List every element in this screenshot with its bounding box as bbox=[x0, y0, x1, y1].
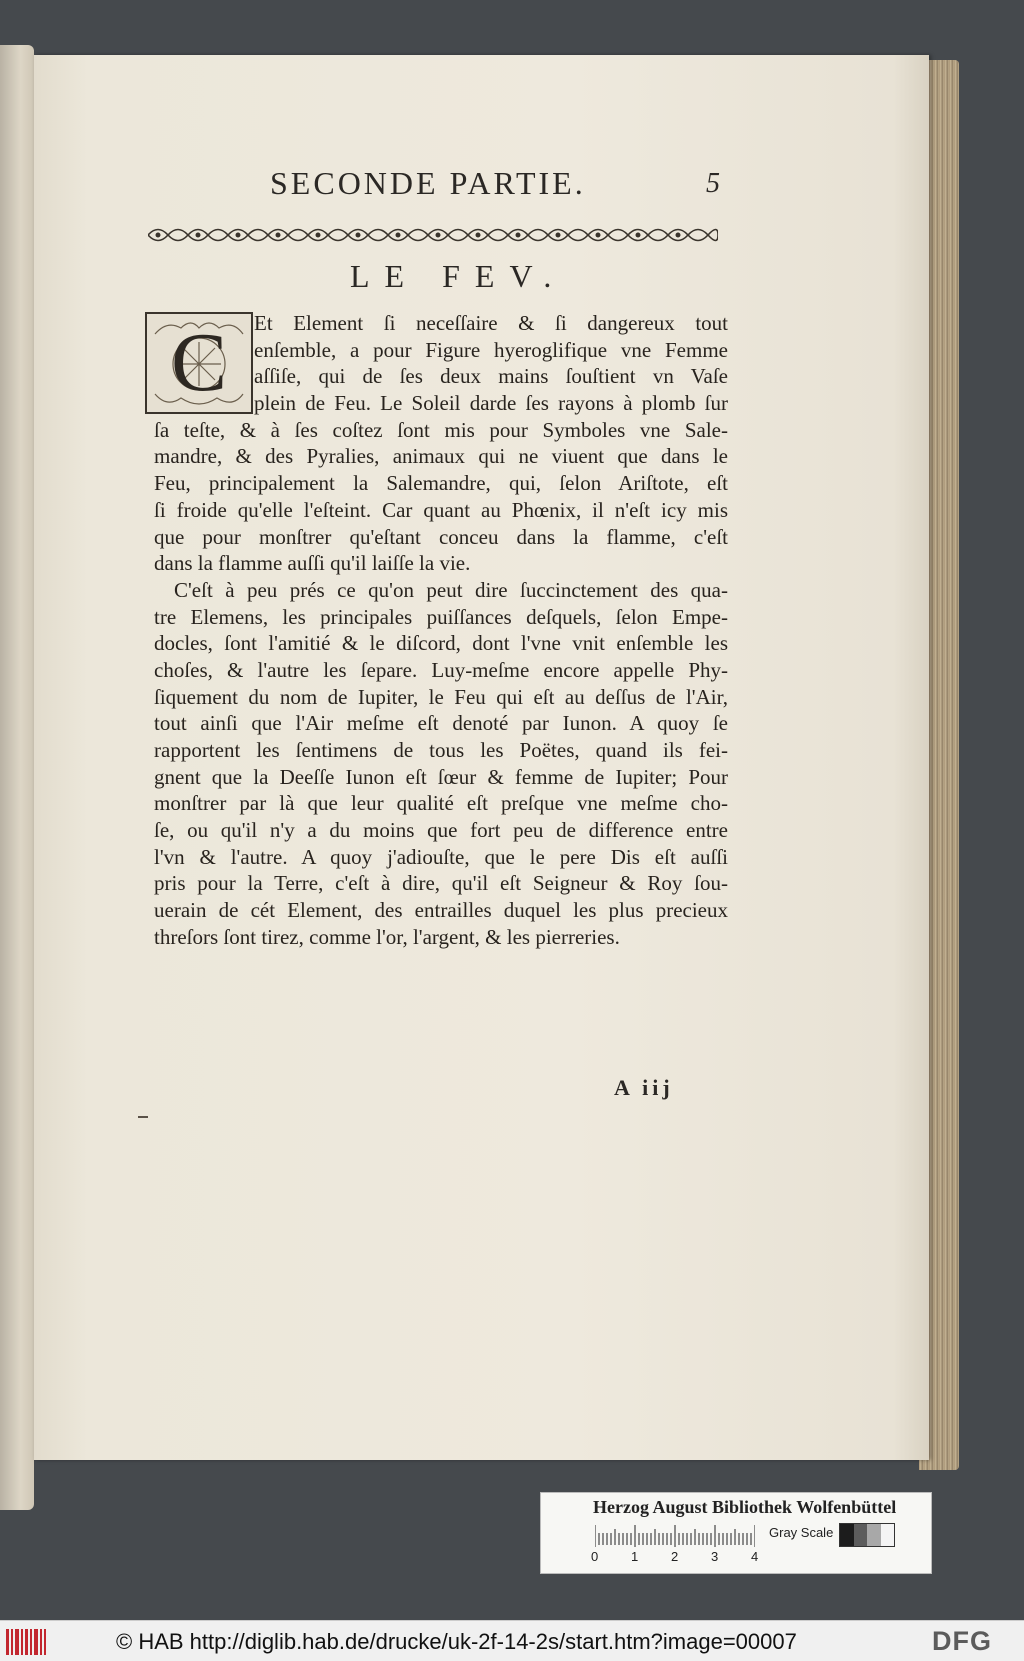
ruler-number: 1 bbox=[631, 1549, 639, 1564]
text-line: docles, ſont l'amitié & le diſcord, dont l'vne vnit enſemble les bbox=[154, 631, 728, 656]
text-line: tout ainſi que l'Air meſme eſt denoté par Iunon. A quoy ſe bbox=[154, 711, 728, 736]
dfg-logo: DFG bbox=[932, 1626, 992, 1656]
color-scale-card bbox=[540, 1492, 932, 1574]
text-line: enſemble, a pour Figure hyeroglifique vne Femme bbox=[254, 337, 728, 362]
text-line: pris pour la Terre, c'eſt à dire, qu'il eſt Seigneur & Roy ſou- bbox=[154, 871, 728, 896]
text-line: mandre, & des Pyralies, animaux qui ne viuent que dans le bbox=[154, 444, 728, 469]
text-line: ſa teſte, & à ſes coſtez ſont mis pour Symboles vne Sale- bbox=[154, 417, 728, 442]
body-text bbox=[154, 310, 728, 951]
text-line: rapportent les ſentimens de tous les Poëtes, quand ils fei- bbox=[154, 738, 728, 762]
section-title: LE FEV. bbox=[350, 258, 567, 294]
running-head: SECONDE PARTIE. bbox=[270, 165, 586, 201]
source-link[interactable]: © HAB http://diglib.hab.de/drucke/uk-2f-14-2s/start.htm?image=00007 bbox=[116, 1629, 797, 1654]
text-line: dans la flamme auſſi qu'il laiſſe la vie. bbox=[154, 551, 471, 576]
text-line: Feu, principalement la Salemandre, qui, ſelon Ariſtote, eſt bbox=[154, 471, 728, 496]
gray-swatch bbox=[840, 1524, 854, 1546]
text-line: Et Element ſi neceſſaire & ſi dangereux tout bbox=[254, 311, 728, 335]
text-line: l'vn & l'autre. A quoy j'adiouſte, que le pere Dis eſt auſſi bbox=[154, 844, 728, 869]
text-line: que pour monſtrer qu'eſtant conceu dans la flamme, c'eſt bbox=[154, 524, 728, 549]
ruler-numbers bbox=[591, 1549, 791, 1569]
text-line: threſors ſont tirez, comme l'or, l'argent, & les pierreries. bbox=[154, 924, 620, 949]
ruler-number: 2 bbox=[671, 1549, 679, 1564]
library-name: Herzog August Bibliothek Wolfenbüttel bbox=[593, 1497, 897, 1517]
text-line: aſſiſe, qui de ſes deux mains ſouſtient vn Vaſe bbox=[254, 364, 728, 389]
ruler-number: 0 bbox=[591, 1549, 599, 1564]
text-line: ſiquement du nom de Iupiter, le Feu qui eſt au deſſus de l'Air, bbox=[154, 684, 728, 709]
ornament-band bbox=[148, 222, 718, 248]
text-line: gnent que la Deeſſe Iunon eſt ſœur & femme de Iupiter; Pour bbox=[154, 764, 728, 789]
text-line: uerain de cét Element, des entrailles duquel les plus precieux bbox=[154, 898, 728, 923]
gray-scale-label: Gray Scale bbox=[769, 1525, 834, 1540]
drop-cap-letter: C bbox=[170, 316, 228, 409]
barcode-icon bbox=[6, 1629, 46, 1655]
text-line: C'eſt à peu prés ce qu'on peut dire ſuccinctement des qua- bbox=[174, 577, 728, 602]
page-number: 5 bbox=[706, 168, 720, 199]
gray-swatch bbox=[881, 1524, 895, 1546]
text-line: ſe, ou qu'il n'y a du moins que fort peu de difference entre bbox=[154, 818, 728, 843]
ruler-ticks bbox=[595, 1523, 755, 1549]
gray-swatch bbox=[867, 1524, 881, 1546]
gray-scale-swatches bbox=[839, 1523, 895, 1547]
ruler-number: 3 bbox=[711, 1549, 719, 1564]
text-line: choſes, & l'autre les ſepare. Luy-meſme encore appelle Phy- bbox=[154, 657, 728, 682]
gray-swatch bbox=[854, 1524, 868, 1546]
margin-mark bbox=[138, 1116, 148, 1118]
show-through-text bbox=[160, 960, 740, 1260]
facing-page-edge bbox=[0, 45, 34, 1510]
signature-mark: A iij bbox=[614, 1075, 674, 1100]
text-line: monſtrer par là que leur qualité eſt preſque vne meſme cho- bbox=[154, 791, 728, 816]
text-line: ſi froide qu'elle l'eſteint. Car quant au Phœnix, il n'eſt icy mis bbox=[154, 497, 728, 522]
text-line: tre Elemens, les principales puiſſances deſquels, ſelon Empe- bbox=[154, 604, 728, 629]
text-line: plein de Feu. Le Soleil darde ſes rayons à plomb ſur bbox=[254, 391, 728, 416]
ruler-number: 4 bbox=[751, 1549, 759, 1564]
footer-bar bbox=[0, 1620, 1024, 1661]
